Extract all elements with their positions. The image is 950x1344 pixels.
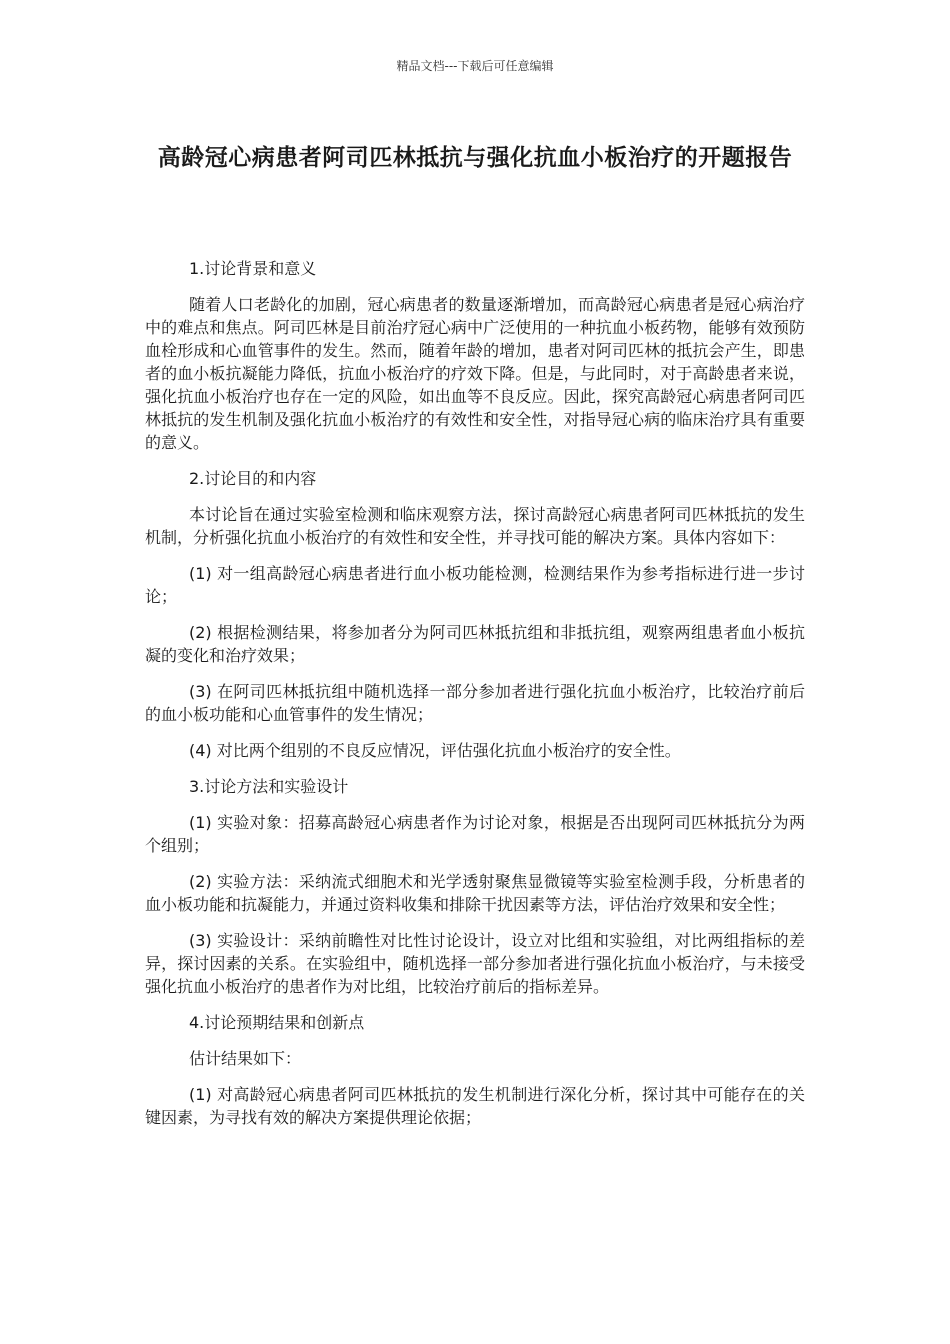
list-item: (4) 对比两个组别的不良反应情况，评估强化抗血小板治疗的安全性。 [189,741,681,760]
page-header: 精品文档---下载后可任意编辑 [396,59,554,73]
section-heading: 1.讨论背景和意义 [189,259,317,278]
list-item: (3) 在阿司匹林抵抗组中随机选择一部分参加者进行强化抗血小板治疗，比较治疗前后的血小板功能和心血管事件的发生情况； [145,682,805,724]
document-title: 高龄冠心病患者阿司匹林抵抗与强化抗血小板治疗的开题报告 [157,145,793,171]
paragraph: 估计结果如下： [189,1049,302,1068]
list-item: (1) 对一组高龄冠心病患者进行血小板功能检测，检测结果作为参考指标进行进一步讨论； [145,564,805,606]
document-body [145,257,805,1142]
list-item: (3) 实验设计：采纳前瞻性对比性讨论设计，设立对比组和实验组，对比两组指标的差异，探讨因素的关系。在实验组中，随机选择一部分参加者进行强化抗血小板治疗，与未接受强化抗血小板治疗的患者作为对比组，比较治疗前后的指标差异。 [145,931,805,996]
section-heading: 2.讨论目的和内容 [189,469,317,488]
paragraph: 本讨论旨在通过实验室检测和临床观察方法，探讨高龄冠心病患者阿司匹林抵抗的发生机制，分析强化抗血小板治疗的有效性和安全性，并寻找可能的解决方案。具体内容如下： [145,505,805,547]
section-heading: 4.讨论预期结果和创新点 [189,1013,365,1032]
list-item: (2) 实验方法：采纳流式细胞术和光学透射聚焦显微镜等实验室检测手段，分析患者的血小板功能和抗凝能力，并通过资料收集和排除干扰因素等方法，评估治疗效果和安全性； [145,872,805,914]
paragraph: 随着人口老龄化的加剧，冠心病患者的数量逐渐增加，而高龄冠心病患者是冠心病治疗中的难点和焦点。阿司匹林是目前治疗冠心病中广泛使用的一种抗血小板药物，能够有效预防血栓形成和心血管事件的发生。然而，随着年龄的增加，患者对阿司匹林的抵抗会产生，即患者的血小板抗凝能力降低，抗血小板治疗的疗效下降。但是，与此同时，对于高龄患者来说，强化抗血小板治疗也存在一定的风险，如出血等不良反应。因此，探究高龄冠心病患者阿司匹林抵抗的发生机制及强化抗血小板治疗的有效性和安全性，对指导冠心病的临床治疗具有重要的意义。 [145,295,805,452]
list-item: (1) 实验对象：招募高龄冠心病患者作为讨论对象，根据是否出现阿司匹林抵抗分为两个组别； [145,813,805,855]
section-heading: 3.讨论方法和实验设计 [189,777,349,796]
list-item: (1) 对高龄冠心病患者阿司匹林抵抗的发生机制进行深化分析，探讨其中可能存在的关键因素，为寻找有效的解决方案提供理论依据； [145,1085,805,1127]
list-item: (2) 根据检测结果，将参加者分为阿司匹林抵抗组和非抵抗组，观察两组患者血小板抗凝的变化和治疗效果； [145,623,805,665]
